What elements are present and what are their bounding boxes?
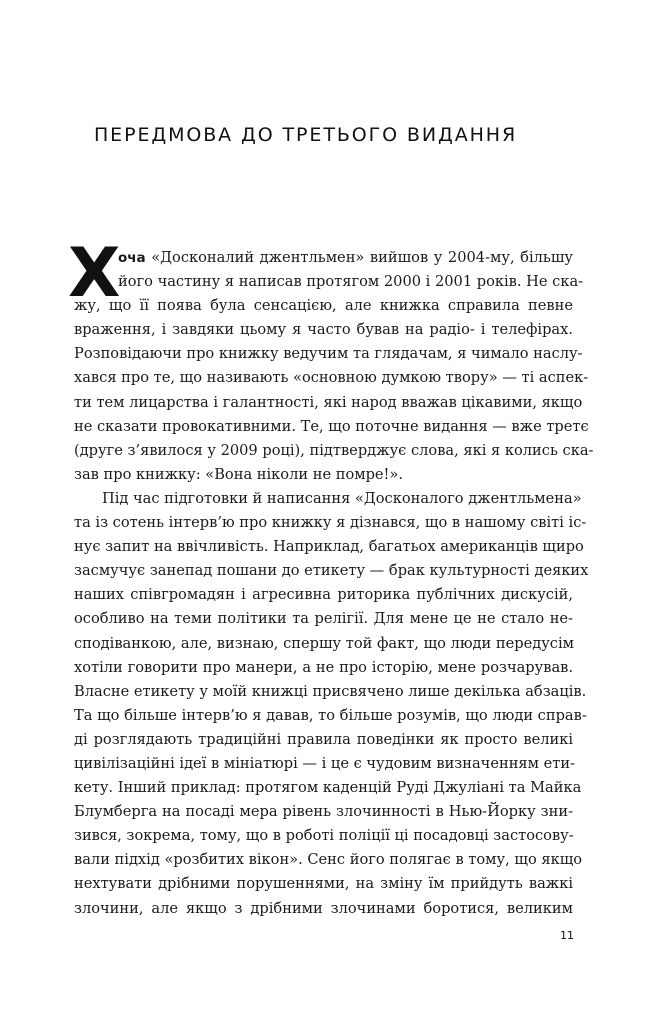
text-line: цивілізаційні ідеї в мініатюрі — і це є чудовим визначенням ети- <box>74 754 575 772</box>
text-line <box>74 246 573 270</box>
text-line: наших співгромадян і агресивна риторика публічних дискусій, <box>74 586 573 604</box>
text-line: Та що більше інтерв’ю я давав, то більше розумів, що люди справ- <box>74 706 587 724</box>
text-line: жу, що її поява була сенсацією, але книжка справила певне <box>74 297 573 315</box>
text-line: ді розглядають традиційні правила поведінки як просто великі <box>74 730 573 748</box>
text-line: зився, зокрема, тому, що в роботі поліції ці посадовці застосову- <box>74 827 574 845</box>
chapter-title: ПЕРЕДМОВА ДО ТРЕТЬОГО ВИДАННЯ <box>94 124 518 146</box>
body-text <box>68 234 594 921</box>
text-line: Під час підготовки й написання «Досконалого джентльмена» <box>102 489 582 507</box>
text-line: злочини, але якщо з дрібними злочинами боротися, великим <box>74 899 573 917</box>
text-line: засмучує занепад пошани до етикету — брак культурності деяких <box>74 562 589 580</box>
text-line: (друге з’явилося у 2009 році), підтверджує слова, які я колись ска- <box>74 441 594 459</box>
text-line: нехтувати дрібними порушеннями, на зміну їм прийдуть важкі <box>74 875 573 893</box>
text-line: хотіли говорити про манери, а не про історію, мене розчарував. <box>74 658 573 676</box>
text-line: кету. Інший приклад: протягом каденцій Руді Джуліані та Майка <box>74 779 582 797</box>
text-line: особливо на теми політики та релігії. Для мене це не стало не- <box>74 610 573 628</box>
text-line: вали підхід «розбитих вікон». Сенс його полягає в тому, що якщо <box>74 851 583 869</box>
text-line: зав про книжку: «Вона ніколи не помре!». <box>74 465 403 483</box>
lead-word: оча <box>118 250 146 266</box>
text-line: сподіванкою, але, визнаю, спершу той факт, що люди передусім <box>74 634 574 652</box>
text-line: Розповідаючи про книжку ведучим та глядачам, я чимало наслу- <box>74 345 583 363</box>
drop-cap-letter: Х <box>68 234 121 313</box>
text-line: хався про те, що називають «основною думкою твору» — ті аспек- <box>74 369 589 387</box>
text-line: Блумберга на посаді мера рівень злочинності в Нью-Йорку зни- <box>74 803 573 821</box>
text-line: Власне етикету у моїй книжці присвячено лише декілька абзаців. <box>74 682 587 700</box>
text-line: ти тем лицарства і галантності, які народ вважав цікавими, якщо <box>74 393 583 411</box>
text-line: нує запит на ввічливість. Наприклад, багатьох американців щиро <box>74 538 584 556</box>
text-line: його частину я написав протягом 2000 і 2001 років. Не ска- <box>118 273 584 291</box>
text-line: не сказати провокативними. Те, що поточне видання — вже третє <box>74 417 589 435</box>
text-line: та із сотень інтерв’ю про книжку я дізнався, що в нашому світі іс- <box>74 514 587 532</box>
text-line: враження, і завдяки цьому я часто бував на радіо- і телефірах. <box>74 321 573 339</box>
text-line-content: «Досконалий джентльмен» вийшов у 2004-му, більшу <box>145 249 573 266</box>
page-number: 11 <box>560 929 574 942</box>
